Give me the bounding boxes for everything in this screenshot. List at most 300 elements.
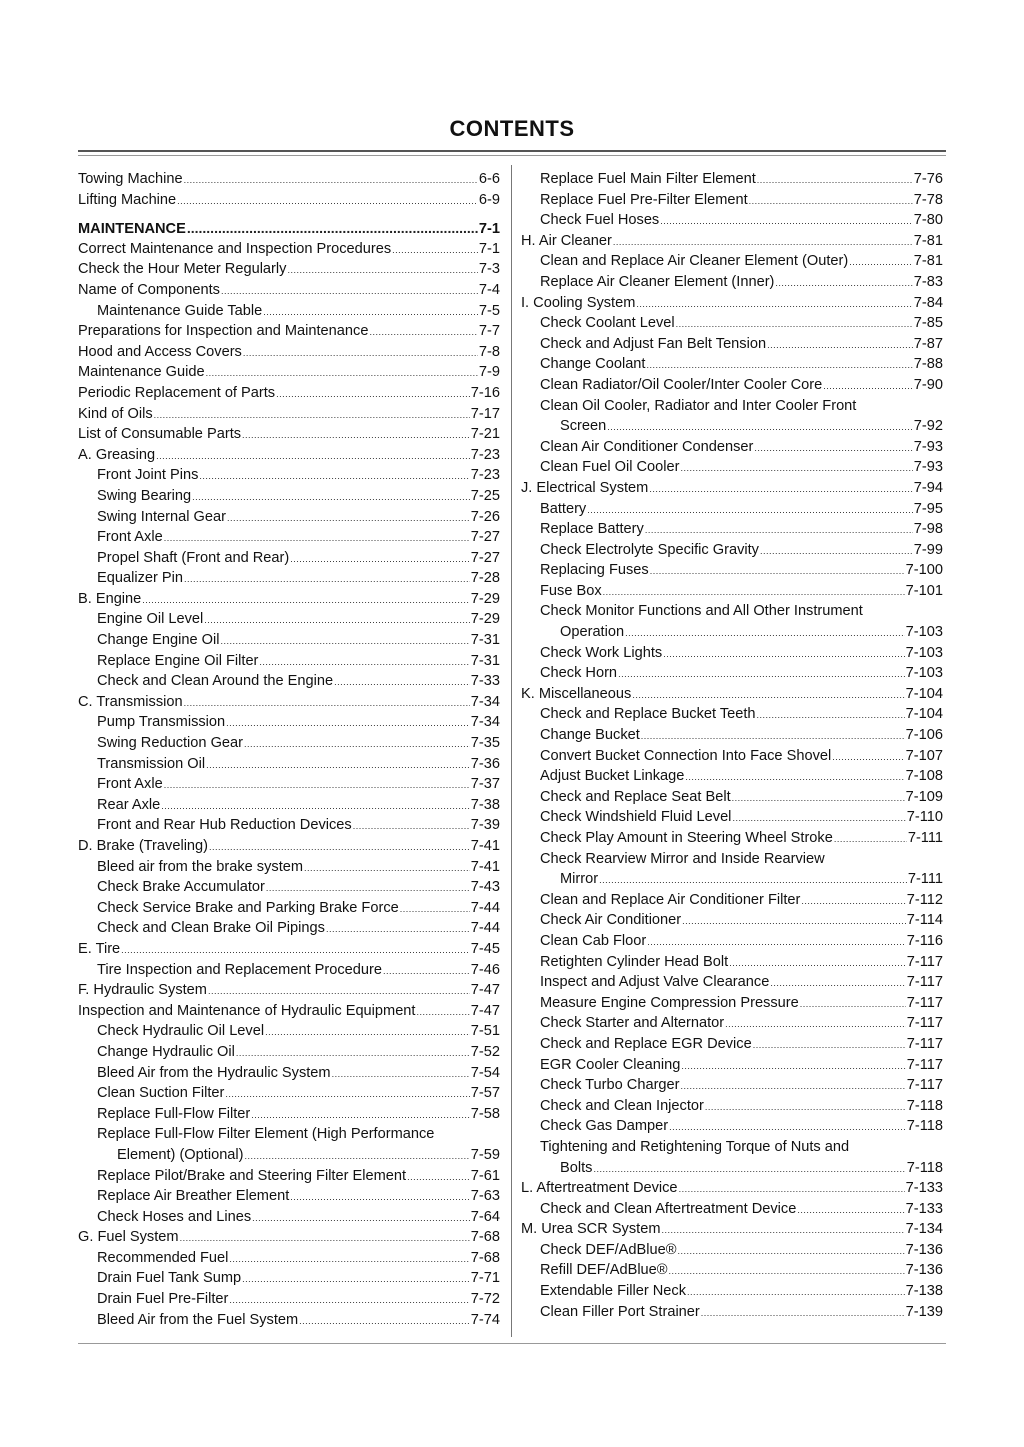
toc-entry-page: 7-51 [470, 1023, 500, 1040]
toc-entry[interactable] [521, 457, 943, 478]
toc-dot-leader [636, 294, 912, 315]
toc-entry[interactable] [521, 766, 943, 787]
toc-entry-page: 7-64 [470, 1208, 500, 1225]
toc-entry[interactable] [521, 540, 943, 561]
toc-entry-label: Check Work Lights [540, 644, 663, 661]
toc-dot-leader [677, 1241, 904, 1262]
toc-entry-label: Replace Fuel Main Filter Element [540, 171, 756, 187]
toc-dot-leader [663, 644, 904, 665]
toc-entry-page: 7-58 [470, 1105, 500, 1122]
toc-entry-page: 7-38 [470, 796, 500, 813]
toc-entry-label: Operation [560, 624, 625, 641]
toc-entry-page: 7-117 [906, 974, 943, 991]
toc-entry[interactable] [78, 857, 500, 878]
toc-entry-label: Preparations for Inspection and Maintenance [78, 323, 369, 340]
toc-dot-leader [732, 788, 905, 809]
toc-entry[interactable] [521, 1302, 943, 1323]
toc-dot-leader [164, 775, 470, 796]
toc-entry-label: Check Brake Accumulator [97, 879, 265, 896]
toc-entry[interactable] [78, 1063, 500, 1084]
toc-entry-label: Correct Maintenance and Inspection Procedures [78, 240, 392, 257]
toc-dot-leader [326, 919, 470, 940]
toc-entry[interactable] [521, 849, 943, 870]
toc-entry-page: 7-3 [478, 261, 500, 278]
toc-entry-page: 7-118 [906, 1159, 943, 1176]
toc-entry[interactable] [78, 342, 500, 363]
toc-entry[interactable] [521, 931, 943, 952]
toc-right-column [521, 169, 943, 1322]
toc-entry-page: 7-108 [905, 768, 943, 785]
toc-dot-leader [749, 191, 913, 212]
toc-entry[interactable] [521, 1158, 943, 1179]
toc-dot-leader [332, 1064, 470, 1085]
toc-entry[interactable] [521, 601, 943, 622]
toc-entry[interactable] [78, 1166, 500, 1187]
toc-dot-leader [625, 623, 905, 644]
toc-entry-page: 7-44 [470, 899, 500, 916]
toc-dot-leader [204, 610, 470, 631]
toc-entry-page: 7-71 [470, 1270, 500, 1287]
toc-entry[interactable] [78, 1042, 500, 1063]
toc-entry[interactable] [78, 301, 500, 322]
toc-entry-page: 6-6 [478, 171, 500, 187]
toc-entry-label: Check Play Amount in Steering Wheel Stroke [540, 830, 833, 846]
toc-entry-page: 7-117 [906, 1077, 943, 1094]
toc-entry[interactable] [521, 313, 943, 334]
toc-entry[interactable] [521, 581, 943, 602]
toc-entry-label: Clean and Replace Air Conditioner Filter [540, 891, 801, 908]
toc-entry[interactable] [521, 190, 943, 211]
toc-entry[interactable] [521, 663, 943, 684]
toc-dot-leader [221, 631, 470, 652]
toc-dot-leader [245, 1146, 470, 1167]
toc-entry-label: Bolts [560, 1159, 593, 1176]
column-divider [511, 165, 512, 1337]
toc-entry-page: 7-94 [913, 479, 943, 496]
toc-entry-label: Front and Rear Hub Reduction Devices [97, 817, 352, 834]
toc-entry-label: Check Turbo Charger [540, 1077, 680, 1094]
page-title: CONTENTS [449, 116, 575, 141]
toc-entry-label: Change Engine Oil [97, 632, 220, 649]
toc-entry[interactable] [521, 684, 943, 705]
toc-dot-leader [650, 561, 905, 582]
toc-dot-leader [603, 582, 905, 603]
toc-entry-page: 7-103 [905, 624, 943, 641]
toc-entry-page: 7-88 [913, 356, 943, 373]
toc-entry[interactable] [78, 445, 500, 466]
toc-entry[interactable] [521, 869, 943, 890]
toc-entry-page: 7-4 [478, 281, 500, 298]
toc-entry-label: Extendable Filler Neck [540, 1283, 687, 1300]
toc-entry-page: 7-33 [470, 673, 500, 690]
toc-entry-page: 7-16 [470, 384, 500, 401]
toc-entry[interactable] [521, 807, 943, 828]
toc-entry-label: Retighten Cylinder Head Bolt [540, 953, 729, 970]
toc-dot-leader [760, 541, 913, 562]
toc-entry[interactable] [521, 622, 943, 643]
toc-entry-page: 7-104 [905, 685, 943, 702]
toc-entry[interactable] [78, 486, 500, 507]
toc-entry-label: Check Electrolyte Specific Gravity [540, 541, 759, 558]
toc-entry-label: J. Electrical System [521, 479, 649, 496]
toc-entry[interactable] [78, 836, 500, 857]
toc-dot-leader [299, 1311, 470, 1332]
toc-dot-leader [823, 376, 913, 397]
toc-entry-page: 7-28 [470, 570, 500, 587]
toc-entry[interactable] [521, 1055, 943, 1076]
toc-dot-leader [729, 953, 906, 974]
toc-entry[interactable] [78, 1021, 500, 1042]
toc-entry[interactable] [78, 465, 500, 486]
toc-dot-leader [754, 438, 912, 459]
toc-dot-leader [757, 170, 913, 191]
toc-entry-label: Check Starter and Alternator [540, 1015, 725, 1032]
toc-entry[interactable] [521, 746, 943, 767]
toc-dot-leader [832, 747, 904, 768]
toc-dot-leader [669, 1117, 906, 1138]
toc-entry[interactable] [521, 169, 943, 190]
toc-entry-page: 7-23 [470, 446, 500, 463]
toc-entry-page: 7-61 [470, 1167, 500, 1184]
toc-entry-page: 7-138 [905, 1283, 943, 1300]
toc-entry[interactable] [78, 774, 500, 795]
toc-entry[interactable] [521, 210, 943, 231]
toc-entry[interactable] [521, 416, 943, 437]
toc-entry[interactable] [521, 560, 943, 581]
toc-dot-leader [613, 232, 913, 253]
toc-entry[interactable] [78, 815, 500, 836]
toc-entry[interactable] [521, 1219, 943, 1240]
toc-dot-leader [180, 1228, 470, 1249]
toc-entry-label: Measure Engine Compression Pressure [540, 994, 799, 1011]
toc-entry[interactable] [521, 1199, 943, 1220]
toc-dot-leader [770, 973, 905, 994]
toc-entry[interactable] [521, 1178, 943, 1199]
toc-entry-label: Check and Clean Around the Engine [97, 673, 334, 690]
toc-entry-label: Lifting Machine [78, 191, 177, 208]
toc-entry[interactable] [78, 507, 500, 528]
toc-entry[interactable] [78, 754, 500, 775]
toc-entry-label: I. Cooling System [521, 294, 636, 311]
toc-entry-page: 7-1 [478, 240, 500, 257]
toc-entry-page: 7-36 [470, 755, 500, 772]
toc-entry[interactable] [78, 1186, 500, 1207]
toc-dot-leader [400, 899, 470, 920]
toc-entry[interactable] [521, 704, 943, 725]
toc-entry[interactable] [521, 334, 943, 355]
toc-dot-leader [184, 170, 478, 191]
toc-dot-leader [407, 1167, 470, 1188]
toc-dot-leader [187, 218, 478, 239]
toc-entry-page: 7-52 [470, 1043, 500, 1060]
toc-dot-leader [290, 549, 470, 570]
toc-entry-label: Clean Radiator/Oil Cooler/Inter Cooler Core [540, 376, 823, 393]
toc-entry[interactable] [521, 910, 943, 931]
toc-entry[interactable] [78, 259, 500, 280]
toc-entry-label: D. Brake (Traveling) [78, 838, 209, 854]
toc-entry[interactable] [78, 218, 500, 239]
toc-entry-label: Check Monitor Functions and All Other Instrument [540, 603, 863, 620]
toc-entry-label: H. Air Cleaner [521, 232, 612, 249]
toc-entry[interactable] [78, 1104, 500, 1125]
toc-dot-leader [725, 1014, 906, 1035]
toc-entry-label: Swing Reduction Gear [97, 735, 244, 752]
toc-entry[interactable] [521, 231, 943, 252]
toc-dot-leader [263, 302, 478, 323]
toc-entry-label: Check the Hour Meter Regularly [78, 261, 287, 278]
toc-dot-leader [775, 273, 912, 294]
toc-dot-leader [259, 652, 469, 673]
toc-entry-page: 7-95 [913, 500, 943, 517]
toc-entry-page: 7-35 [470, 735, 500, 752]
toc-entry[interactable] [78, 1248, 500, 1269]
toc-entry-page: 7-39 [470, 817, 500, 834]
toc-dot-leader [184, 569, 470, 590]
toc-entry-label: Check and Replace EGR Device [540, 1035, 752, 1052]
toc-entry[interactable] [521, 293, 943, 314]
toc-entry-page: 7-107 [905, 747, 943, 764]
toc-entry-label: Replace Air Cleaner Element (Inner) [540, 273, 775, 290]
toc-dot-leader [682, 911, 906, 932]
toc-dot-leader [229, 1249, 469, 1270]
toc-entry[interactable] [521, 1013, 943, 1034]
toc-dot-leader [154, 405, 470, 426]
toc-entry[interactable] [78, 980, 500, 1001]
toc-entry[interactable] [78, 712, 500, 733]
toc-entry-label: Check and Clean Injector [540, 1097, 704, 1114]
toc-entry-label: Bleed Air from the Fuel System [97, 1311, 299, 1328]
toc-entry[interactable] [78, 1083, 500, 1104]
toc-entry[interactable] [521, 1096, 943, 1117]
toc-entry-label: Replace Fuel Pre-Filter Element [540, 191, 748, 208]
toc-entry-page: 7-54 [470, 1064, 500, 1081]
toc-entry-label: G. Fuel System [78, 1229, 179, 1246]
toc-entry-label: Check Rearview Mirror and Inside Rearview [540, 850, 825, 867]
toc-entry-label: Equalizer Pin [97, 570, 183, 587]
toc-entry[interactable] [521, 828, 943, 849]
toc-entry-page: 7-17 [470, 405, 500, 422]
toc-entry-page: 7-41 [470, 858, 500, 875]
toc-entry-page: 7-8 [478, 343, 500, 360]
title-rule-thick [78, 150, 946, 152]
toc-entry-label: Replace Battery [540, 521, 644, 538]
toc-entry[interactable] [521, 952, 943, 973]
toc-entry-label: Tire Inspection and Replacement Procedure [97, 961, 383, 978]
toc-entry[interactable] [78, 169, 500, 190]
toc-entry[interactable] [521, 499, 943, 520]
toc-dot-leader [632, 685, 904, 706]
toc-entry-page: 7-7 [478, 323, 500, 340]
toc-dot-leader [334, 672, 470, 693]
toc-entry-page: 6-9 [478, 191, 500, 208]
toc-entry[interactable] [78, 280, 500, 301]
toc-dot-leader [369, 322, 477, 343]
bottom-rule [78, 1343, 946, 1344]
toc-entry[interactable] [78, 404, 500, 425]
toc-entry-label: Rear Axle [97, 796, 161, 813]
toc-entry[interactable] [78, 589, 500, 610]
toc-entry[interactable] [521, 478, 943, 499]
toc-entry[interactable] [521, 1075, 943, 1096]
toc-entry-page: 7-68 [470, 1229, 500, 1246]
toc-entry-page: 7-27 [470, 529, 500, 546]
toc-entry[interactable] [78, 1001, 500, 1022]
toc-entry-label: Swing Internal Gear [97, 508, 226, 525]
toc-entry[interactable] [78, 548, 500, 569]
toc-entry[interactable] [78, 568, 500, 589]
toc-entry-label: L. Aftertreatment Device [521, 1180, 678, 1197]
toc-entry[interactable] [521, 725, 943, 746]
toc-entry-label: Clean Filler Port Strainer [540, 1303, 700, 1320]
toc-entry[interactable] [78, 362, 500, 383]
toc-entry[interactable] [78, 651, 500, 672]
toc-entry[interactable] [521, 787, 943, 808]
toc-entry-label: Maintenance Guide [78, 364, 205, 381]
toc-entry-page: 7-117 [906, 1035, 943, 1052]
toc-entry[interactable] [521, 1260, 943, 1281]
toc-entry[interactable] [78, 190, 500, 211]
toc-entry-label: Replace Full-Flow Filter [97, 1105, 251, 1122]
toc-entry-page: 7-110 [906, 809, 943, 826]
toc-entry-page: 7-103 [905, 665, 943, 682]
toc-entry-page: 7-87 [913, 335, 943, 352]
toc-entry-page: 7-29 [470, 590, 500, 607]
toc-entry[interactable] [78, 733, 500, 754]
toc-entry[interactable] [521, 437, 943, 458]
toc-entry[interactable] [521, 251, 943, 272]
toc-entry-label: Replacing Fuses [540, 562, 649, 579]
toc-entry[interactable] [521, 375, 943, 396]
toc-dot-leader [705, 1097, 906, 1118]
toc-entry[interactable] [521, 890, 943, 911]
toc-entry[interactable] [521, 396, 943, 417]
toc-entry[interactable] [521, 1240, 943, 1261]
toc-entry[interactable] [521, 354, 943, 375]
toc-entry[interactable] [78, 1145, 500, 1166]
toc-entry[interactable] [78, 239, 500, 260]
toc-entry[interactable] [78, 1310, 500, 1331]
toc-entry-page: 7-27 [470, 549, 500, 566]
toc-entry-label: Change Bucket [540, 727, 640, 744]
toc-entry[interactable] [521, 1116, 943, 1137]
toc-entry[interactable] [78, 1268, 500, 1289]
toc-entry-page: 7-98 [913, 521, 943, 538]
toc-entry[interactable] [78, 960, 500, 981]
toc-dot-leader [681, 458, 913, 479]
toc-entry-page: 7-23 [470, 467, 500, 484]
toc-entry-page: 7-80 [913, 212, 943, 229]
toc-entry-label: Check and Replace Seat Belt [540, 788, 731, 805]
toc-entry-label: F. Hydraulic System [78, 982, 207, 999]
toc-entry[interactable] [521, 1281, 943, 1302]
toc-entry[interactable] [78, 527, 500, 548]
toc-entry[interactable] [78, 692, 500, 713]
toc-entry-label: Name of Components [78, 281, 220, 298]
toc-entry-page: 7-139 [905, 1303, 943, 1320]
toc-entry[interactable] [78, 383, 500, 404]
toc-entry-page: 7-100 [905, 562, 943, 579]
toc-entry-label: Clean Suction Filter [97, 1085, 225, 1102]
toc-entry-page: 7-117 [906, 953, 943, 970]
toc-entry-page: 7-136 [905, 1241, 943, 1258]
toc-entry-label: Convert Bucket Connection Into Face Shovel [540, 747, 832, 764]
toc-dot-leader [732, 808, 905, 829]
toc-entry-label: Tightening and Retightening Torque of Nuts and [540, 1138, 850, 1155]
toc-dot-leader [849, 252, 913, 273]
toc-entry-label: Propel Shaft (Front and Rear) [97, 549, 290, 566]
toc-entry[interactable] [521, 1137, 943, 1158]
toc-entry[interactable] [78, 671, 500, 692]
toc-entry[interactable] [78, 630, 500, 651]
toc-dot-leader [383, 961, 470, 982]
toc-entry-label: Replace Full-Flow Filter Element (High Performance [97, 1126, 435, 1143]
toc-entry[interactable] [78, 1227, 500, 1248]
toc-entry-page: 7-25 [470, 487, 500, 504]
toc-dot-leader [757, 705, 905, 726]
toc-entry-page: 7-104 [905, 706, 943, 723]
toc-entry-label: Bleed Air from the Hydraulic System [97, 1064, 331, 1081]
toc-dot-leader [647, 932, 905, 953]
toc-entry[interactable] [78, 939, 500, 960]
toc-entry[interactable] [521, 972, 943, 993]
toc-entry-page: 7-78 [913, 191, 943, 208]
toc-entry-label: Check Service Brake and Parking Brake Force [97, 899, 399, 916]
toc-entry[interactable] [78, 918, 500, 939]
toc-entry[interactable] [78, 795, 500, 816]
toc-entry[interactable] [78, 321, 500, 342]
toc-left-column [78, 169, 500, 1330]
toc-entry-label: Change Coolant [540, 356, 646, 373]
toc-entry-page: 7-47 [470, 982, 500, 999]
toc-entry-page: 7-5 [478, 302, 500, 319]
toc-entry-label: Transmission Oil [97, 755, 206, 772]
toc-entry[interactable] [521, 272, 943, 293]
toc-entry-page: 7-114 [906, 912, 943, 929]
toc-entry[interactable] [521, 519, 943, 540]
toc-entry-page: 7-72 [470, 1291, 500, 1308]
toc-dot-leader [251, 1105, 470, 1126]
toc-entry[interactable] [78, 1124, 500, 1145]
toc-entry[interactable] [521, 993, 943, 1014]
toc-entry-label: Clean Cab Floor [540, 932, 647, 949]
toc-entry[interactable] [78, 1207, 500, 1228]
toc-entry-page: 7-43 [470, 879, 500, 896]
toc-entry-label: Check DEF/AdBlue® [540, 1241, 677, 1258]
toc-dot-leader [221, 281, 478, 302]
toc-entry-page: 7-117 [906, 994, 943, 1011]
toc-entry-page: 7-81 [913, 232, 943, 249]
toc-entry-label: Replace Engine Oil Filter [97, 652, 259, 669]
toc-entry-page: 7-59 [470, 1146, 500, 1163]
toc-dot-leader [229, 1290, 469, 1311]
toc-entry[interactable] [78, 1289, 500, 1310]
toc-entry-page: 7-99 [913, 541, 943, 558]
toc-entry-label: E. Tire [78, 940, 121, 957]
toc-dot-leader [242, 425, 470, 446]
toc-dot-leader [646, 355, 912, 376]
toc-entry-label: B. Engine [78, 590, 142, 607]
toc-entry[interactable] [78, 424, 500, 445]
toc-entry-label: Towing Machine [78, 171, 183, 187]
toc-entry[interactable] [521, 1034, 943, 1055]
toc-dot-leader [184, 693, 470, 714]
toc-entry[interactable] [78, 898, 500, 919]
toc-entry-page: 7-93 [913, 459, 943, 476]
toc-dot-leader [800, 994, 906, 1015]
toc-entry[interactable] [78, 609, 500, 630]
toc-entry[interactable] [78, 877, 500, 898]
toc-entry[interactable] [521, 643, 943, 664]
